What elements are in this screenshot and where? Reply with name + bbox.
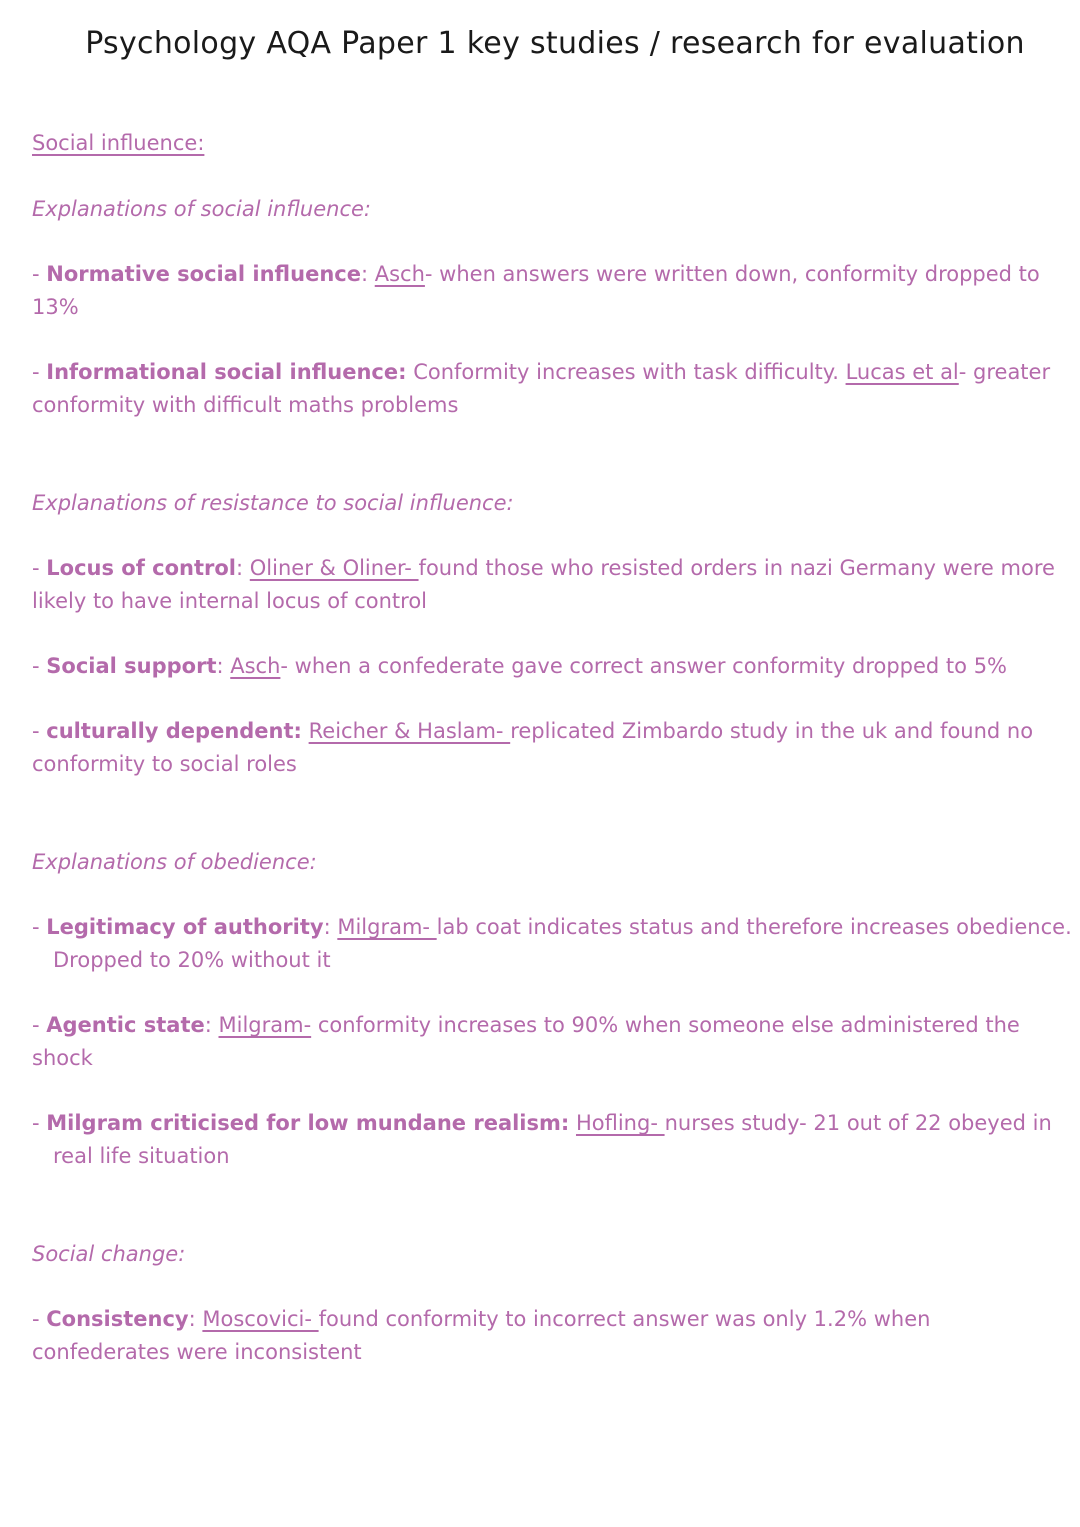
entry-term: Social support — [46, 654, 217, 678]
entry-text: - when a confederate gave correct answer conformity dropped to 5% — [280, 654, 1008, 678]
subheading-explanations-social-influence: Explanations of social influence: — [32, 197, 372, 221]
entry-text: conformity increases to 90% when someone else administered the shock — [32, 1013, 1020, 1070]
entry-dash: - — [32, 915, 47, 939]
entry-text: lab coat indicates status and therefore increases obedience. Dropped to 20% without it — [53, 915, 1072, 972]
entry-text: - when answers were written down, conformity dropped to 13% — [32, 262, 1040, 319]
entry-dash: - — [32, 262, 47, 286]
entry-legitimacy-of-authority — [32, 911, 1080, 977]
entry-term: Milgram criticised for low mundane realism: — [46, 1111, 570, 1135]
entry-separator: : — [216, 654, 231, 678]
entry-dash: - — [32, 1307, 47, 1331]
entry-study: Reicher & Haslam- — [308, 719, 511, 743]
entry-consistency — [32, 1303, 1072, 1369]
entry-text: found conformity to incorrect answer was only 1.2% when confederates were inconsistent — [32, 1307, 931, 1364]
entry-study: Moscovici- — [202, 1307, 319, 1331]
entry-separator: : — [360, 262, 375, 286]
entry-term: culturally dependent: — [46, 719, 302, 743]
entry-study: Lucas et al — [845, 360, 959, 384]
entry-dash: - — [32, 654, 47, 678]
entry-text: - greater conformity with difficult maths problems — [32, 360, 1051, 417]
entry-mundane-realism — [32, 1107, 1080, 1173]
entry-separator — [569, 1111, 576, 1135]
entry-separator: : — [188, 1307, 203, 1331]
entry-text: nurses study- 21 out of 22 obeyed in real life situation — [53, 1111, 1052, 1168]
entry-separator — [302, 719, 309, 743]
entry-agentic-state — [32, 1009, 1072, 1075]
entry-dash: - — [32, 360, 47, 384]
entry-dash: - — [32, 556, 47, 580]
subheading-social-change: Social change: — [32, 1242, 186, 1266]
page-title: Psychology AQA Paper 1 key studies / research for evaluation — [85, 26, 1025, 61]
entry-separator: : — [236, 556, 250, 580]
entry-study: Hofling- — [575, 1111, 665, 1135]
entry-study: Milgram- — [218, 1013, 312, 1037]
entry-culturally-dependent — [32, 715, 1072, 781]
entry-text: found those who resisted orders in nazi Germany were more likely to have internal locus of control — [32, 556, 1055, 613]
entry-normative-social-influence — [32, 258, 1072, 324]
entry-term: Informational social influence: — [46, 360, 407, 384]
subheading-explanations-obedience: Explanations of obedience: — [32, 850, 317, 874]
entry-separator: : — [323, 915, 338, 939]
entry-informational-social-influence — [32, 356, 1072, 422]
entry-study: Oliner & Oliner- — [249, 556, 419, 580]
entry-dash: - — [32, 1013, 47, 1037]
entry-term: Locus of control — [46, 556, 237, 580]
subheading-explanations-resistance: Explanations of resistance to social influence: — [32, 491, 514, 515]
entry-term: Normative social influence — [46, 262, 361, 286]
entry-term: Agentic state — [46, 1013, 205, 1037]
section-heading-social-influence: Social influence: — [32, 131, 205, 155]
entry-locus-of-control — [32, 552, 1072, 618]
entry-social-support — [32, 650, 1072, 683]
entry-pre-text: Conformity increases with task difficulty. — [413, 360, 846, 384]
entry-study: Asch — [230, 654, 281, 678]
entry-study: Milgram- — [337, 915, 437, 939]
entry-dash: - — [32, 719, 47, 743]
entry-text: replicated Zimbardo study in the uk and found no conformity to social roles — [32, 719, 1034, 776]
entry-study: Asch — [374, 262, 425, 286]
entry-term: Consistency — [46, 1307, 189, 1331]
entry-dash: - — [32, 1111, 47, 1135]
entry-term: Legitimacy of authority — [46, 915, 324, 939]
entry-separator: : — [204, 1013, 219, 1037]
